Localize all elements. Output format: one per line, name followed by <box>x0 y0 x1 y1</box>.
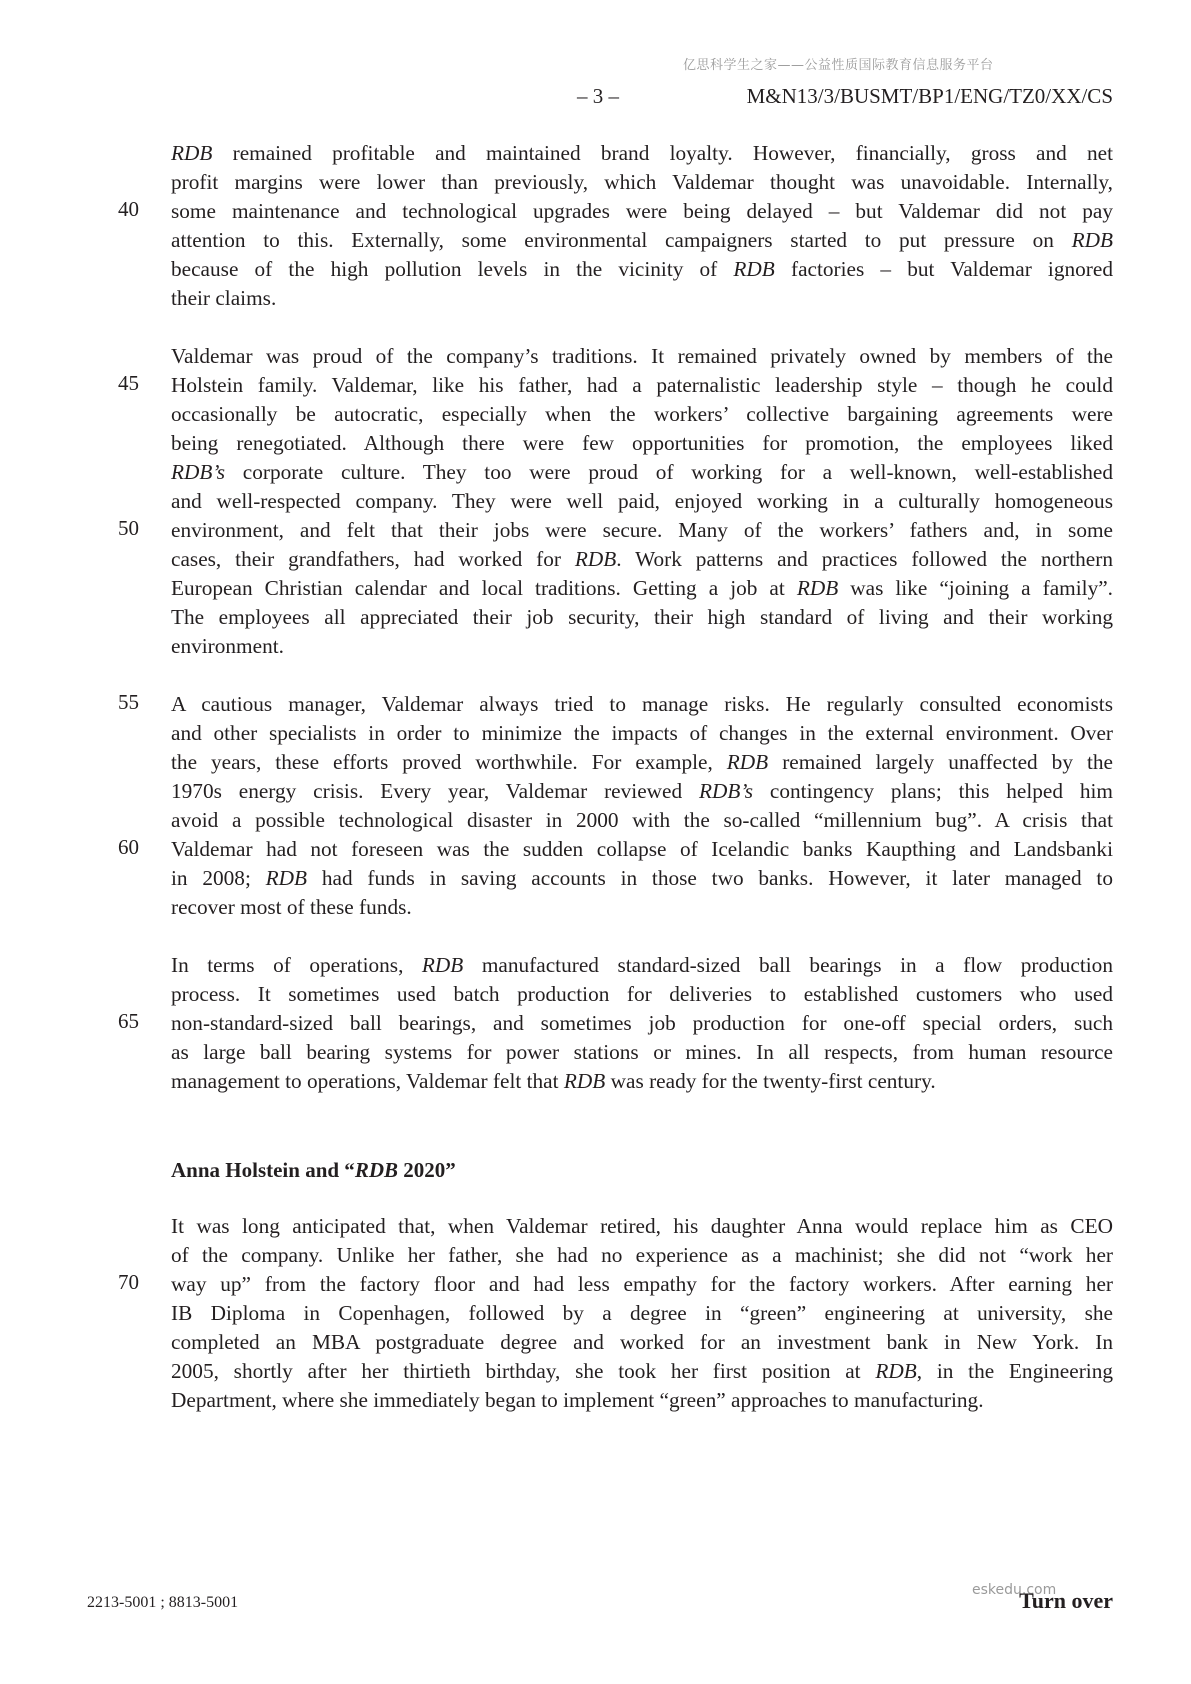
company-name: RDB’s <box>699 779 754 803</box>
paragraph <box>171 690 1113 922</box>
text-segment: 2005, shortly after her thirtieth birthday, she took her first position at <box>171 1359 876 1383</box>
text-line <box>171 1067 1113 1096</box>
text-line <box>171 516 1113 545</box>
company-name: RDB <box>421 953 464 977</box>
company-name: RDB <box>574 547 617 571</box>
line-number: 50 <box>118 516 139 540</box>
text-line <box>171 864 1113 893</box>
text-segment: cases, their grandfathers, had worked for <box>171 547 575 571</box>
text-line <box>171 690 1113 719</box>
text-segment: remained profitable and maintained brand loyalty. However, financially, gross and net <box>212 141 1113 165</box>
company-name: RDB <box>726 750 769 774</box>
text-segment: and other specialists in order to minimize the impacts of changes in the external environment. Over <box>171 721 1113 745</box>
text-segment: way up” from the factory floor and had less empathy for the factory workers. After earning her <box>171 1272 1113 1296</box>
text-segment: . Work patterns and practices followed the northern <box>616 547 1113 571</box>
line-number: 40 <box>118 197 139 221</box>
text-segment: was ready for the twenty-first century. <box>605 1069 936 1093</box>
text-segment: because of the high pollution levels in the vicinity of <box>171 257 734 281</box>
text-segment: some maintenance and technological upgrades were being delayed – but Valdemar did not pay <box>171 199 1113 223</box>
text-line <box>171 487 1113 516</box>
text-segment: being renegotiated. Although there were few opportunities for promotion, the employees liked <box>171 431 1113 455</box>
text-line <box>171 1212 1113 1241</box>
paper-code: M&N13/3/BUSMT/BP1/ENG/TZ0/XX/CS <box>746 84 1113 108</box>
text-segment: European Christian calendar and local traditions. Getting a job at <box>171 576 797 600</box>
text-segment: The employees all appreciated their job security, their high standard of living and their working <box>171 605 1113 629</box>
company-name: RDB <box>875 1359 917 1383</box>
text-line <box>171 197 1113 226</box>
text-line <box>171 1009 1113 1038</box>
company-name: RDB’s <box>171 460 226 484</box>
text-segment: remained largely unaffected by the <box>768 750 1113 774</box>
text-segment: Valdemar was proud of the company’s traditions. It remained privately owned by members of the <box>171 344 1113 368</box>
line-number: 55 <box>118 690 139 714</box>
text-line <box>171 342 1113 371</box>
text-segment: In terms of operations, <box>171 953 422 977</box>
section-heading: Anna Holstein and “RDB 2020” <box>171 1158 456 1182</box>
footer-code: 2213-5001 ; 8813-5001 <box>87 1594 239 1611</box>
text-line <box>171 284 1113 313</box>
text-line <box>171 1357 1113 1386</box>
text-line <box>171 574 1113 603</box>
header-watermark: 亿思科学生之家——公益性质国际教育信息服务平台 <box>683 58 994 73</box>
text-line <box>171 1270 1113 1299</box>
text-segment: avoid a possible technological disaster in 2000 with the so-called “millennium bug”. A crisis that <box>171 808 1113 832</box>
company-name: RDB <box>563 1069 606 1093</box>
text-segment: Valdemar had not foreseen was the sudden collapse of Icelandic banks Kaupthing and Landsbanki <box>171 837 1113 861</box>
text-line <box>171 458 1113 487</box>
text-segment: their claims. <box>171 286 277 310</box>
line-number: 70 <box>118 1270 139 1294</box>
text-segment: occasionally be autocratic, especially when the workers’ collective bargaining agreements were <box>171 402 1113 426</box>
text-segment: A cautious manager, Valdemar always tried to manage risks. He regularly consulted economists <box>171 692 1113 716</box>
company-name: RDB <box>171 141 213 165</box>
text-segment: non-standard-sized ball bearings, and sometimes job production for one-off special orders, such <box>171 1011 1113 1035</box>
text-segment: recover most of these funds. <box>171 895 412 919</box>
company-name: RDB <box>796 576 839 600</box>
text-segment: process. It sometimes used batch production for deliveries to established customers who used <box>171 982 1113 1006</box>
text-segment: factories – but Valdemar ignored <box>774 257 1113 281</box>
text-segment: 1970s energy crisis. Every year, Valdemar reviewed <box>171 779 699 803</box>
text-line <box>171 139 1113 168</box>
text-segment: Department, where she immediately began to implement “green” approaches to manufacturing. <box>171 1388 984 1412</box>
text-segment: completed an MBA postgraduate degree and worked for an investment bank in New York. In <box>171 1330 1113 1354</box>
paragraph <box>171 1212 1113 1415</box>
line-number: 45 <box>118 371 139 395</box>
text-segment: contingency plans; this helped him <box>753 779 1113 803</box>
text-segment: , in the Engineering <box>916 1359 1114 1383</box>
text-segment: manufactured standard-sized ball bearings in a flow production <box>463 953 1113 977</box>
text-segment: Holstein family. Valdemar, like his father, had a paternalistic leadership style – though he could <box>171 373 1113 397</box>
text-line <box>171 255 1113 284</box>
text-segment: IB Diploma in Copenhagen, followed by a degree in “green” engineering at university, she <box>171 1301 1113 1325</box>
text-segment: environment. <box>171 634 284 658</box>
text-line <box>171 168 1113 197</box>
text-segment: management to operations, Valdemar felt that <box>171 1069 564 1093</box>
text-segment: corporate culture. They too were proud of working for a well-known, well-established <box>225 460 1113 484</box>
text-segment: had funds in saving accounts in those two banks. However, it later managed to <box>307 866 1114 890</box>
paragraph <box>171 139 1113 313</box>
paragraph <box>171 342 1113 661</box>
company-name: RDB <box>733 257 775 281</box>
line-number: 60 <box>118 835 139 859</box>
text-line <box>171 400 1113 429</box>
turn-over: Turn over <box>1019 1588 1113 1613</box>
text-line <box>171 719 1113 748</box>
text-line <box>171 835 1113 864</box>
text-line <box>171 371 1113 400</box>
text-segment: of the company. Unlike her father, she had no experience as a machinist; she did not “work her <box>171 1243 1113 1267</box>
text-segment: was like “joining a family”. <box>838 576 1114 600</box>
text-line <box>171 980 1113 1009</box>
text-line <box>171 226 1113 255</box>
text-line <box>171 748 1113 777</box>
company-name: RDB <box>265 866 308 890</box>
text-line <box>171 893 1113 922</box>
text-segment: environment, and felt that their jobs were secure. Many of the workers’ fathers and, in some <box>171 518 1113 542</box>
footer-watermark: eskedu.com <box>972 1582 1057 1598</box>
paragraph <box>171 951 1113 1096</box>
text-line <box>171 1386 1113 1415</box>
text-segment: It was long anticipated that, when Valdemar retired, his daughter Anna would replace him as CEO <box>171 1214 1113 1238</box>
text-line <box>171 1241 1113 1270</box>
text-segment: the years, these efforts proved worthwhile. For example, <box>171 750 727 774</box>
text-line <box>171 806 1113 835</box>
text-line <box>171 951 1113 980</box>
text-line <box>171 603 1113 632</box>
text-line <box>171 777 1113 806</box>
text-segment: attention to this. Externally, some environmental campaigners started to put pressure on <box>171 228 1072 252</box>
text-line <box>171 1328 1113 1357</box>
text-segment: profit margins were lower than previously, which Valdemar thought was unavoidable. Internally, <box>171 170 1113 194</box>
text-line <box>171 1038 1113 1067</box>
text-line <box>171 632 1113 661</box>
page-number: – 3 – <box>577 84 619 108</box>
text-segment: as large ball bearing systems for power stations or mines. In all respects, from human resource <box>171 1040 1113 1064</box>
text-line <box>171 1299 1113 1328</box>
line-number: 65 <box>118 1009 139 1033</box>
text-segment: in 2008; <box>171 866 266 890</box>
company-name: RDB <box>1071 228 1113 252</box>
text-segment: and well-respected company. They were well paid, enjoyed working in a culturally homogeneous <box>171 489 1113 513</box>
text-line <box>171 429 1113 458</box>
text-line <box>171 545 1113 574</box>
